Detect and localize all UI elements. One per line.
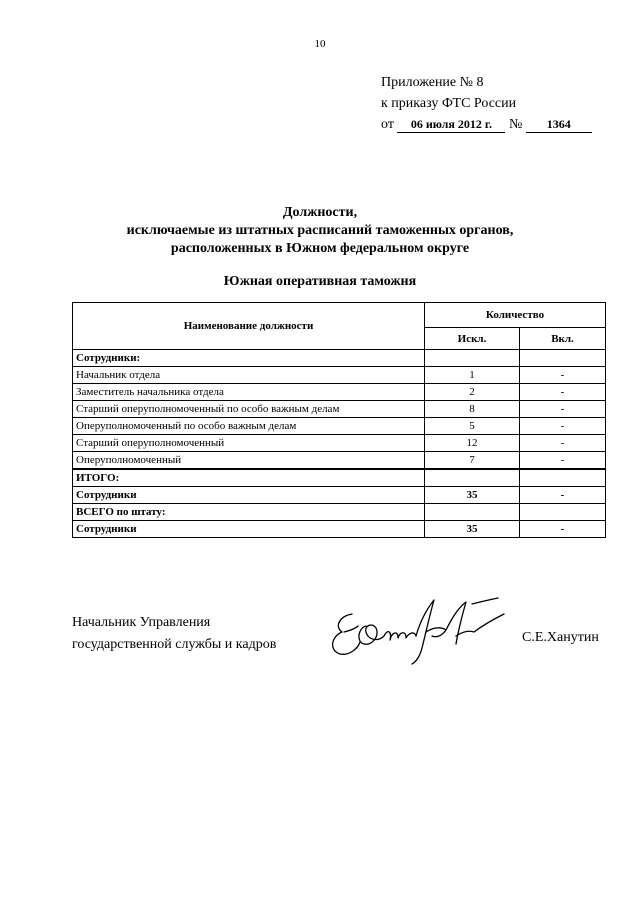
position-name-cell: Оперуполномоченный по особо важным делам [73,418,425,435]
title-line-3: расположенных в Южном федеральном округе [170,241,470,256]
table-row [73,504,606,521]
position-name-cell: Сотрудники [73,521,425,538]
table-row [73,384,606,401]
table-row [73,521,606,538]
position-name-cell: Старший оперуполномоченный [73,435,425,452]
header-excluded: Искл. [425,328,520,350]
excluded-count-cell [425,504,520,521]
order-date: 06 июля 2012 г. [397,117,505,133]
table-row [73,452,606,470]
handwritten-signature [322,592,522,670]
table-row [73,435,606,452]
header-quantity: Количество [425,303,606,328]
position-name-cell: ВСЕГО по штату: [73,504,425,521]
appendix-order-reference: к приказу ФТС России [381,96,517,111]
included-count-cell: - [520,418,606,435]
included-count-cell: - [520,435,606,452]
table-body [73,350,606,538]
table-row [73,487,606,504]
excluded-count-cell [425,350,520,367]
signer-position [72,612,276,656]
excluded-count-cell: 2 [425,384,520,401]
position-name-cell: Начальник отдела [73,367,425,384]
signer-name: С.Е.Ханутин [522,630,599,645]
included-count-cell: - [520,452,606,470]
included-count-cell: - [520,384,606,401]
header-position-name: Наименование должности [73,303,425,350]
included-count-cell [520,469,606,487]
excluded-count-cell: 1 [425,367,520,384]
included-count-cell: - [520,401,606,418]
document-title [0,204,640,258]
title-line-2: исключаемые из штатных расписаний таможенных органов, [126,223,514,238]
positions-table [72,302,606,538]
table-row [73,469,606,487]
included-count-cell [520,350,606,367]
customs-office-name: Южная оперативная таможня [223,274,417,289]
position-name-cell: Сотрудники [73,487,425,504]
included-count-cell: - [520,521,606,538]
appendix-number: Приложение № 8 [381,75,484,90]
appendix-header [381,72,592,135]
position-name-cell: ИТОГО: [73,469,425,487]
excluded-count-cell [425,469,520,487]
table-row [73,401,606,418]
appendix-date-line [381,114,592,135]
excluded-count-cell: 35 [425,487,520,504]
signer-position-line-1: Начальник Управления [72,615,211,630]
included-count-cell: - [520,487,606,504]
included-count-cell: - [520,367,606,384]
date-prefix: от [381,117,394,132]
excluded-count-cell: 8 [425,401,520,418]
order-number: 1364 [526,117,592,133]
excluded-count-cell: 7 [425,452,520,470]
excluded-count-cell: 35 [425,521,520,538]
page-number: 10 [314,38,326,50]
excluded-count-cell: 5 [425,418,520,435]
signer-position-line-2: государственной службы и кадров [72,637,277,652]
table-row [73,367,606,384]
table-row [73,350,606,367]
excluded-count-cell: 12 [425,435,520,452]
position-name-cell: Заместитель начальника отдела [73,384,425,401]
title-line-1: Должности, [282,205,358,220]
included-count-cell [520,504,606,521]
position-name-cell: Сотрудники: [73,350,425,367]
header-included: Вкл. [520,328,606,350]
number-prefix: № [508,117,523,132]
table-row [73,418,606,435]
position-name-cell: Оперуполномоченный [73,452,425,470]
position-name-cell: Старший оперуполномоченный по особо важным делам [73,401,425,418]
